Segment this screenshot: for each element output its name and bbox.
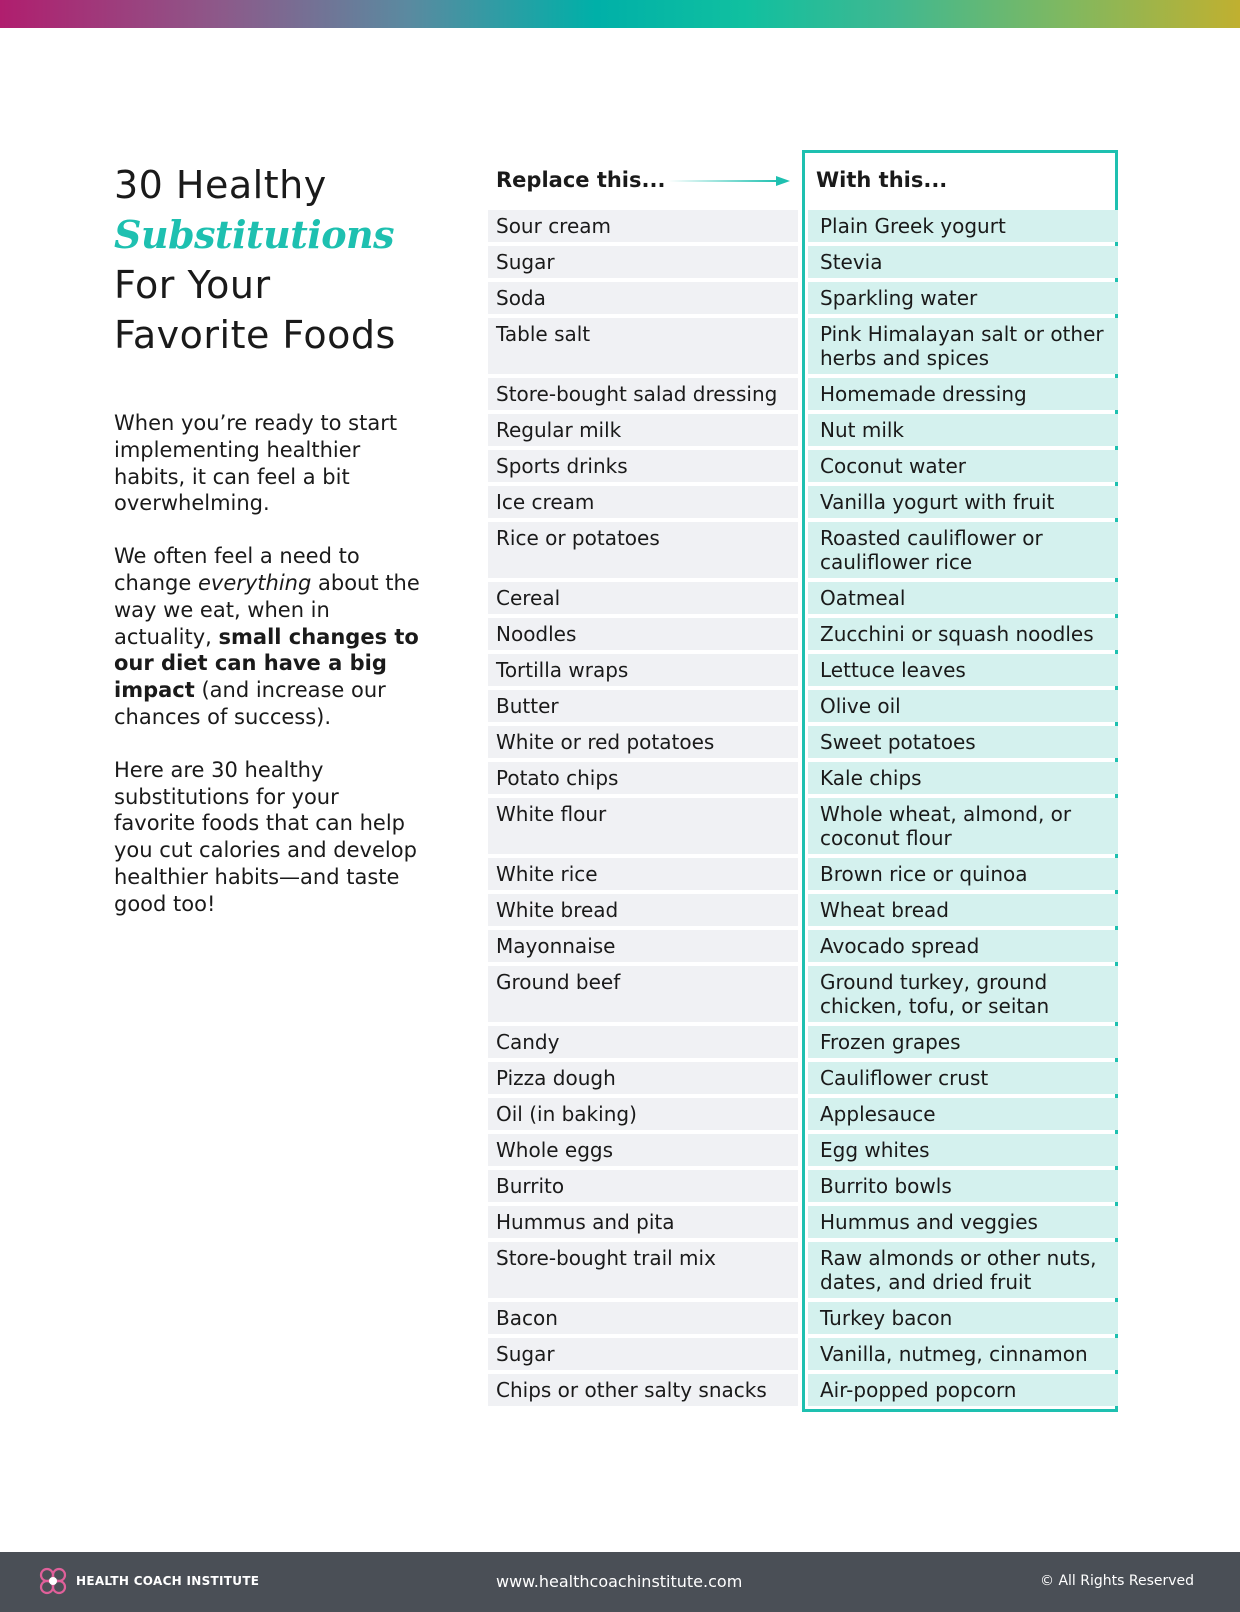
replace-cell: Whole eggs: [488, 1134, 798, 1166]
table-row: [488, 582, 1124, 614]
table-row: [488, 894, 1124, 926]
with-cell: Olive oil: [808, 690, 1118, 722]
replace-cell: Burrito: [488, 1170, 798, 1202]
p2-emphasis: everything: [197, 570, 312, 595]
replace-cell: Store-bought salad dressing: [488, 378, 798, 410]
replace-cell: Regular milk: [488, 414, 798, 446]
with-cell: Ground turkey, ground chicken, tofu, or seitan: [808, 966, 1118, 1022]
with-cell: Sparkling water: [808, 282, 1118, 314]
with-cell: Applesauce: [808, 1098, 1118, 1130]
table-row: [488, 246, 1124, 278]
with-cell: Oatmeal: [808, 582, 1118, 614]
footer-url[interactable]: www.healthcoachinstitute.com: [496, 1572, 743, 1591]
table-row: [488, 762, 1124, 794]
with-cell: Air-popped popcorn: [808, 1374, 1118, 1406]
table-row: [488, 486, 1124, 518]
replace-cell: White or red potatoes: [488, 726, 798, 758]
title-accent: Substitutions: [114, 212, 395, 257]
footer: [0, 1552, 1240, 1612]
table-row: [488, 1134, 1124, 1166]
with-cell: Burrito bowls: [808, 1170, 1118, 1202]
table-row: [488, 798, 1124, 854]
replace-cell: Store-bought trail mix: [488, 1242, 798, 1298]
replace-cell: Soda: [488, 282, 798, 314]
with-cell: Raw almonds or other nuts, dates, and dried fruit: [808, 1242, 1118, 1298]
intro-paragraph-1: When you’re ready to start implementing healthier habits, it can feel a bit overwhelming.: [114, 411, 398, 516]
top-gradient-bar: [0, 0, 1240, 28]
with-cell: Kale chips: [808, 762, 1118, 794]
table-row: [488, 1374, 1124, 1406]
arrow-right-icon: [668, 176, 790, 186]
table-row: [488, 378, 1124, 410]
replace-cell: Bacon: [488, 1302, 798, 1334]
table-row: [488, 414, 1124, 446]
replace-cell: Sugar: [488, 1338, 798, 1370]
with-cell: Avocado spread: [808, 930, 1118, 962]
replace-cell: Sugar: [488, 246, 798, 278]
table-row: [488, 858, 1124, 890]
with-cell: Plain Greek yogurt: [808, 210, 1118, 242]
replace-cell: Hummus and pita: [488, 1206, 798, 1238]
table-row: [488, 1206, 1124, 1238]
table-row: [488, 1242, 1124, 1298]
with-cell: Cauliflower crust: [808, 1062, 1118, 1094]
table-row: [488, 282, 1124, 314]
header-with: With this...: [816, 168, 948, 192]
replace-cell: Candy: [488, 1026, 798, 1058]
with-cell: Lettuce leaves: [808, 654, 1118, 686]
with-cell: Hummus and veggies: [808, 1206, 1118, 1238]
title-line-3: For Your: [114, 263, 271, 307]
title-line-4: Favorite Foods: [114, 313, 396, 357]
intro-column: [114, 160, 424, 918]
replace-cell: Mayonnaise: [488, 930, 798, 962]
with-cell: Vanilla, nutmeg, cinnamon: [808, 1338, 1118, 1370]
replace-cell: White rice: [488, 858, 798, 890]
replace-cell: Pizza dough: [488, 1062, 798, 1094]
replace-cell: Tortilla wraps: [488, 654, 798, 686]
table-row: [488, 1062, 1124, 1094]
with-cell: Zucchini or squash noodles: [808, 618, 1118, 650]
health-coach-logo-icon: [36, 1564, 70, 1598]
table-row: [488, 690, 1124, 722]
replace-cell: Butter: [488, 690, 798, 722]
table-row: [488, 726, 1124, 758]
replace-cell: White bread: [488, 894, 798, 926]
table-row: [488, 930, 1124, 962]
intro-paragraph-3: Here are 30 healthy substitutions for your favorite foods that can help you cut calories and develop healthier habits—and taste good too!: [114, 757, 417, 916]
p2-text-b: about the way we eat, when in actuality,: [114, 570, 420, 649]
p2-text-c: (and increase our chances of success).: [114, 678, 386, 729]
with-cell: Nut milk: [808, 414, 1118, 446]
replace-cell: White flour: [488, 798, 798, 854]
with-cell: Vanilla yogurt with fruit: [808, 486, 1118, 518]
table-row: [488, 1098, 1124, 1130]
replace-cell: Potato chips: [488, 762, 798, 794]
table-row: [488, 522, 1124, 578]
table-row: [488, 1338, 1124, 1370]
replace-cell: Rice or potatoes: [488, 522, 798, 578]
with-cell: Turkey bacon: [808, 1302, 1118, 1334]
replace-cell: Cereal: [488, 582, 798, 614]
with-cell: Coconut water: [808, 450, 1118, 482]
intro-paragraph-2: [114, 543, 424, 731]
table-row: [488, 450, 1124, 482]
table-row: [488, 654, 1124, 686]
with-cell: Egg whites: [808, 1134, 1118, 1166]
replace-cell: Ice cream: [488, 486, 798, 518]
replace-cell: Table salt: [488, 318, 798, 374]
table-row: [488, 210, 1124, 242]
with-cell: Pink Himalayan salt or other herbs and spices: [808, 318, 1118, 374]
replace-cell: Sports drinks: [488, 450, 798, 482]
with-cell: Whole wheat, almond, or coconut flour: [808, 798, 1118, 854]
page-title: [114, 160, 424, 360]
table-row: [488, 966, 1124, 1022]
with-cell: Roasted cauliflower or cauliflower rice: [808, 522, 1118, 578]
header-replace: Replace this...: [496, 168, 666, 192]
replace-cell: Oil (in baking): [488, 1098, 798, 1130]
replace-cell: Ground beef: [488, 966, 798, 1022]
p2-text-a: We often feel a need to change: [114, 544, 360, 595]
table-row: [488, 1170, 1124, 1202]
table-row: [488, 1302, 1124, 1334]
table-rows: [488, 210, 1124, 1410]
table-row: [488, 618, 1124, 650]
with-cell: Frozen grapes: [808, 1026, 1118, 1058]
table-row: [488, 318, 1124, 374]
with-cell: Homemade dressing: [808, 378, 1118, 410]
with-cell: Sweet potatoes: [808, 726, 1118, 758]
replace-cell: Sour cream: [488, 210, 798, 242]
with-cell: Stevia: [808, 246, 1118, 278]
footer-rights: © All Rights Reserved: [1040, 1573, 1195, 1589]
with-cell: Wheat bread: [808, 894, 1118, 926]
replace-cell: Noodles: [488, 618, 798, 650]
with-cell: Brown rice or quinoa: [808, 858, 1118, 890]
footer-brand: HEALTH COACH INSTITUTE: [76, 1574, 260, 1588]
title-line-1: 30 Healthy: [114, 163, 327, 207]
table-row: [488, 1026, 1124, 1058]
replace-cell: Chips or other salty snacks: [488, 1374, 798, 1406]
p2-strong: small changes to our diet can have a big impact: [114, 624, 419, 703]
